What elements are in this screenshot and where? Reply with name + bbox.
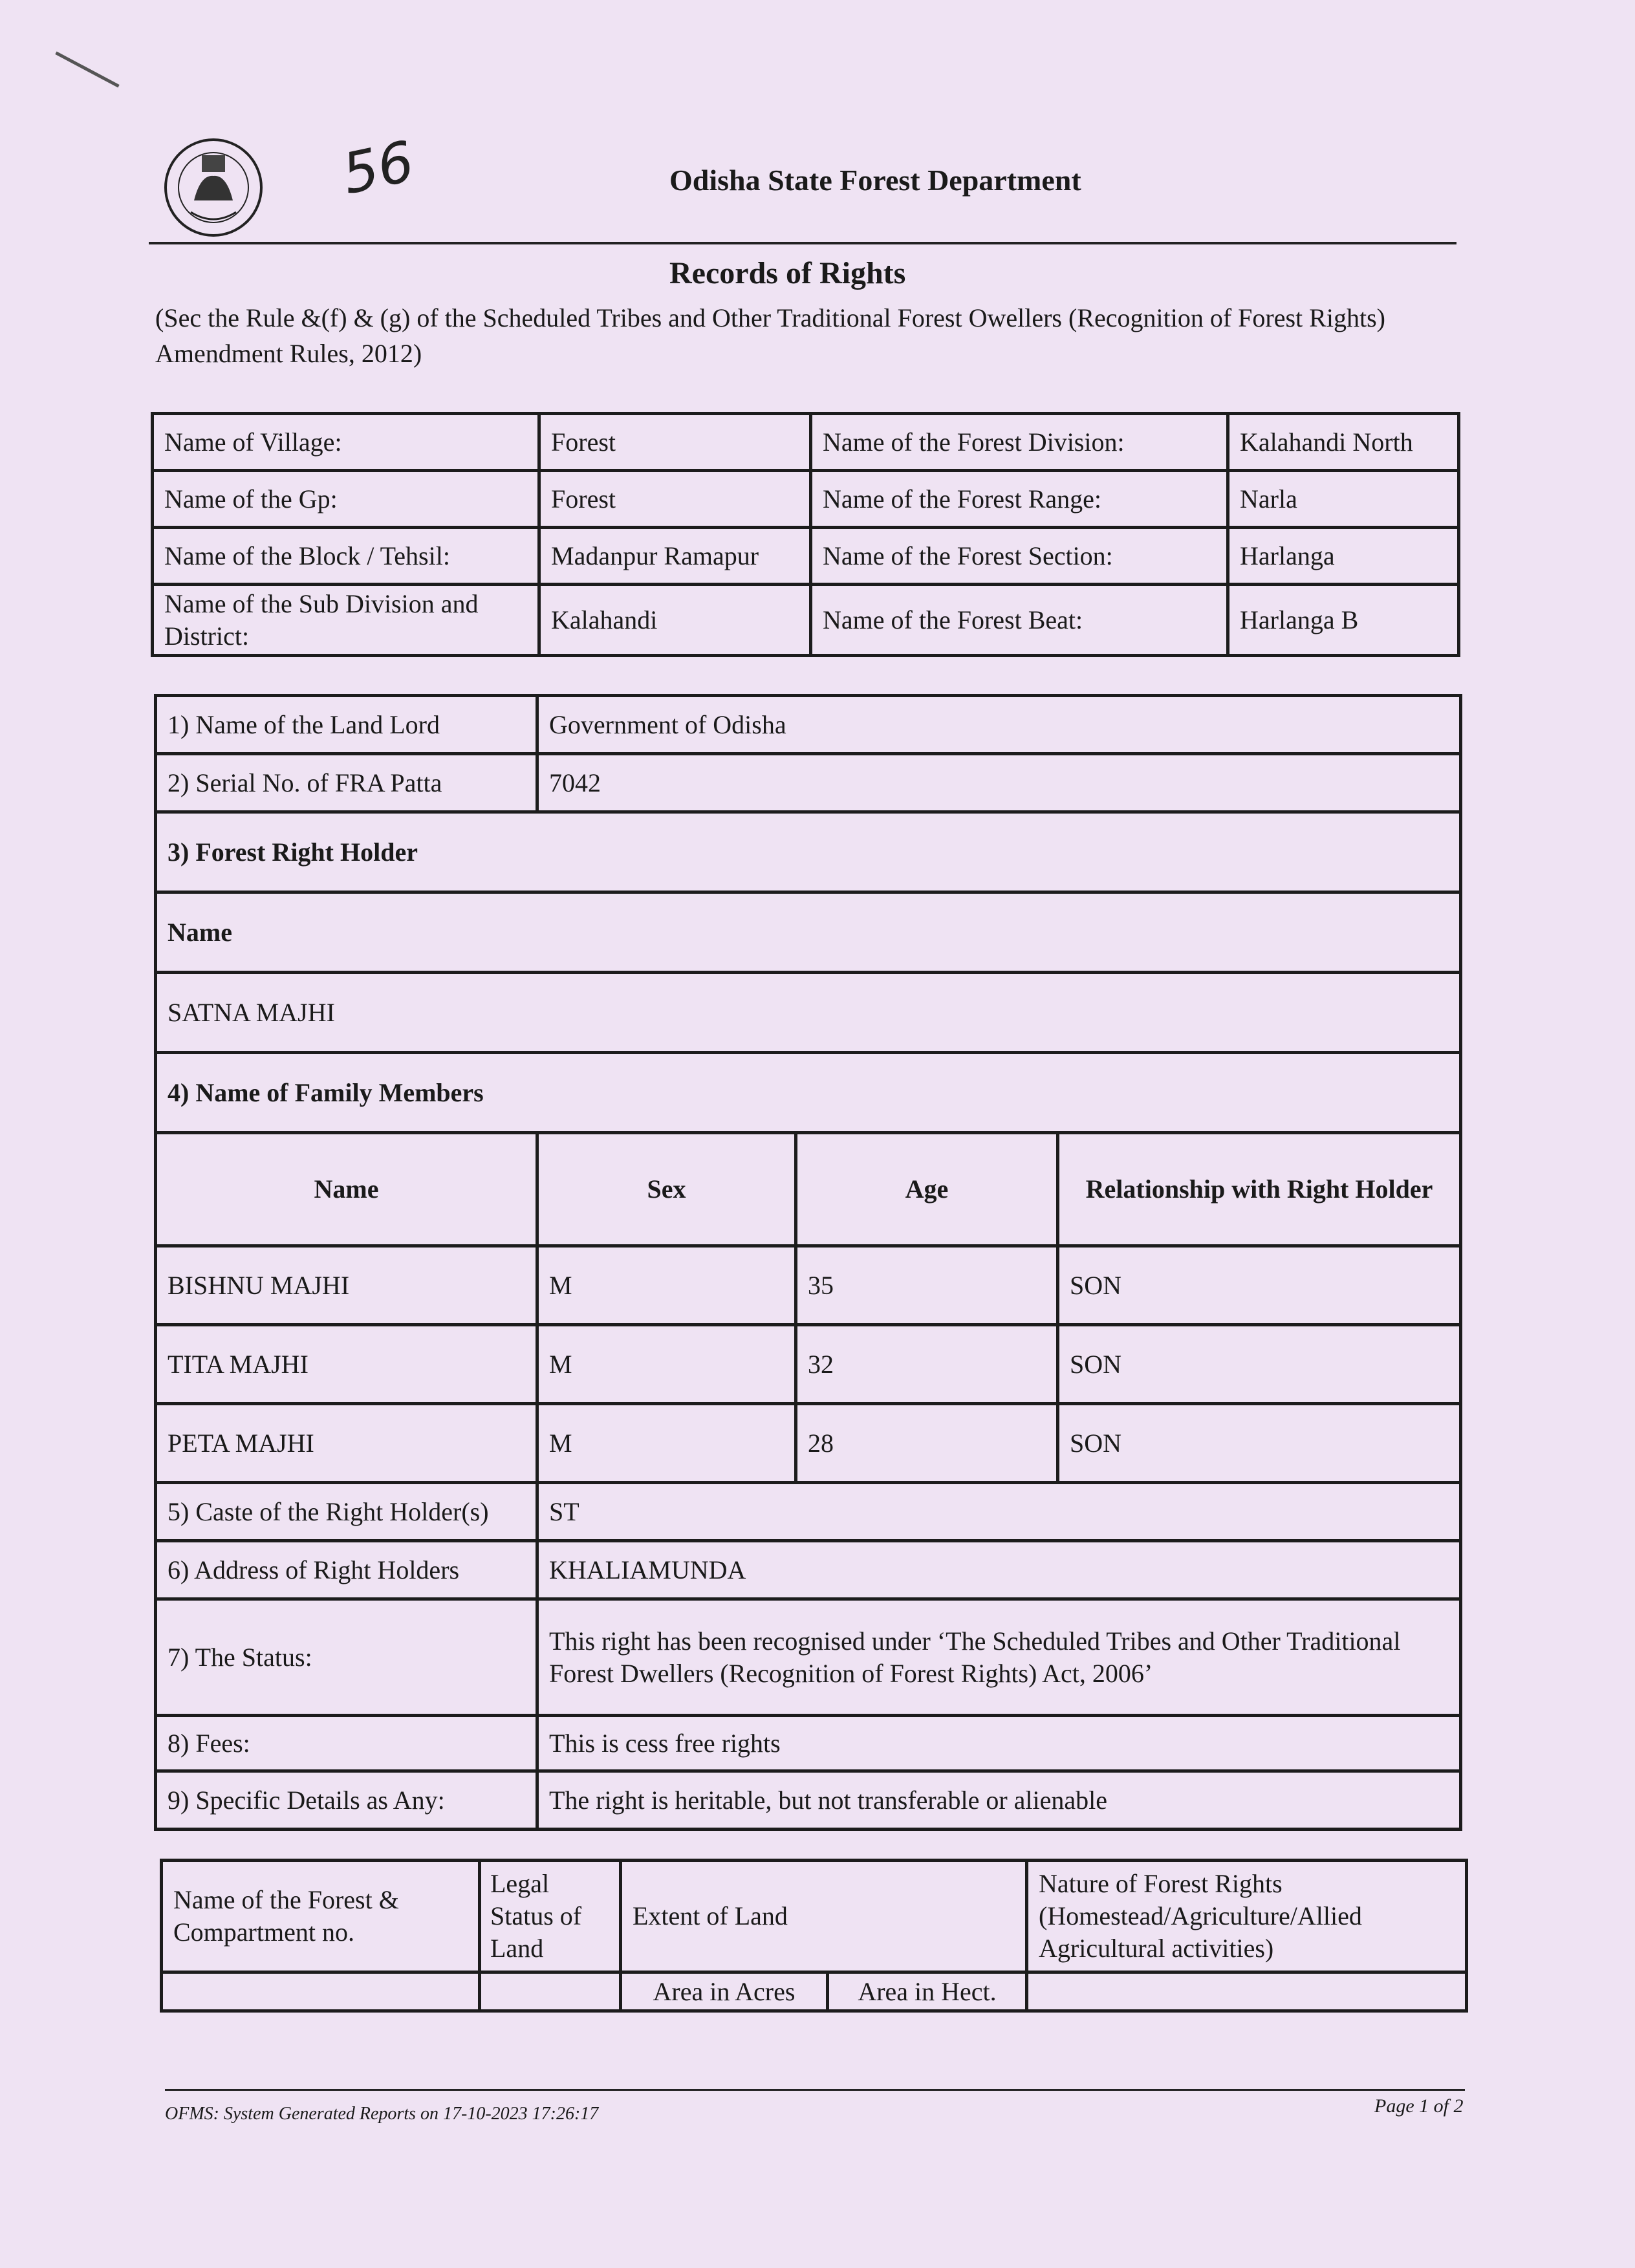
land-table [160,1859,1468,2013]
status-value [537,1599,1461,1716]
village-label: Name of Village: [153,414,539,471]
land-empty-cell [480,1972,621,2011]
holder-name: SATNA MAJHI [156,973,1461,1053]
land-col-nature: Nature of Forest Rights (Homestead/Agriculture/Allied Agricultural activities) [1027,1861,1467,1972]
member-name: PETA MAJHI [156,1404,537,1483]
address-label: 6) Address of Right Holders [156,1541,537,1599]
table-row [156,1404,1461,1483]
status-line-1: This right has been recognised under ‘The Scheduled Tribes and Other Traditional [549,1626,1401,1656]
block-value: Madanpur Ramapur [539,528,811,585]
landlord-value: Government of Odisha [537,696,1461,754]
member-age: 35 [796,1246,1058,1325]
name-heading: Name [156,892,1461,973]
member-name: TITA MAJHI [156,1325,537,1404]
land-col-extent: Extent of Land [621,1861,1027,1972]
land-col-hect: Area in Hect. [828,1972,1027,2011]
gp-value: Forest [539,471,811,528]
location-table [151,412,1460,657]
village-value: Forest [539,414,811,471]
status-line-2: Forest Dwellers (Recognition of Forest Rights) Act, 2006’ [549,1658,1153,1688]
caste-value: ST [537,1483,1461,1541]
serial-value: 7042 [537,754,1461,812]
table-row [156,1246,1461,1325]
fees-value: This is cess free rights [537,1716,1461,1771]
specific-label: 9) Specific Details as Any: [156,1771,537,1830]
division-label: Name of the Forest Division: [811,414,1228,471]
land-col-legal: Legal Status of Land [480,1861,621,1972]
beat-label: Name of the Forest Beat: [811,585,1228,656]
member-sex: M [537,1246,796,1325]
page-title: Records of Rights [669,256,906,290]
gp-label: Name of the Gp: [153,471,539,528]
odisha-government-emblem-icon [162,136,265,239]
section-label: Name of the Forest Section: [811,528,1228,585]
member-sex: M [537,1404,796,1483]
generated-note: OFMS: System Generated Reports on 17-10-2023 17:26:17 [165,2104,599,2124]
range-value: Narla [1228,471,1459,528]
land-empty-cell [162,1972,480,2011]
member-age: 32 [796,1325,1058,1404]
block-label: Name of the Block / Tehsil: [153,528,539,585]
address-value: KHALIAMUNDA [537,1541,1461,1599]
department-name: Odisha State Forest Department [669,164,1081,197]
specific-value: The right is heritable, but not transferable or alienable [537,1771,1461,1830]
handwritten-number: 56 [336,129,420,208]
holder-heading: 3) Forest Right Holder [156,812,1461,892]
family-col-name: Name [156,1133,537,1246]
member-age: 28 [796,1404,1058,1483]
landlord-label: 1) Name of the Land Lord [156,696,537,754]
section-value: Harlanga [1228,528,1459,585]
caste-label: 5) Caste of the Right Holder(s) [156,1483,537,1541]
member-name: BISHNU MAJHI [156,1246,537,1325]
land-col-forest: Name of the Forest & Compartment no. [162,1861,480,1972]
family-col-relation: Relationship with Right Holder [1058,1133,1461,1246]
beat-value: Harlanga B [1228,585,1459,656]
land-col-acres: Area in Acres [621,1972,828,2011]
page-number: Page 1 of 2 [1374,2095,1464,2117]
table-row [156,1325,1461,1404]
range-label: Name of the Forest Range: [811,471,1228,528]
subdiv-value: Kalahandi [539,585,811,656]
member-relation: SON [1058,1246,1461,1325]
family-heading: 4) Name of Family Members [156,1053,1461,1133]
footer-rule [165,2089,1465,2091]
header-rule [149,242,1456,244]
member-relation: SON [1058,1404,1461,1483]
family-col-sex: Sex [537,1133,796,1246]
member-sex: M [537,1325,796,1404]
serial-label: 2) Serial No. of FRA Patta [156,754,537,812]
land-empty-cell [1027,1972,1467,2011]
fees-label: 8) Fees: [156,1716,537,1771]
division-value: Kalahandi North [1228,414,1459,471]
member-relation: SON [1058,1325,1461,1404]
slash-mark [55,51,119,87]
subdiv-label: Name of the Sub Division and District: [153,585,539,656]
subtitle: (Sec the Rule &(f) & (g) of the Scheduled Tribes and Other Traditional Forest Owellers (Recognition of Forest Rights) Amendment Rules, 2012) [155,303,1385,369]
status-label: 7) The Status: [156,1599,537,1716]
record-table [154,694,1462,1831]
family-col-age: Age [796,1133,1058,1246]
